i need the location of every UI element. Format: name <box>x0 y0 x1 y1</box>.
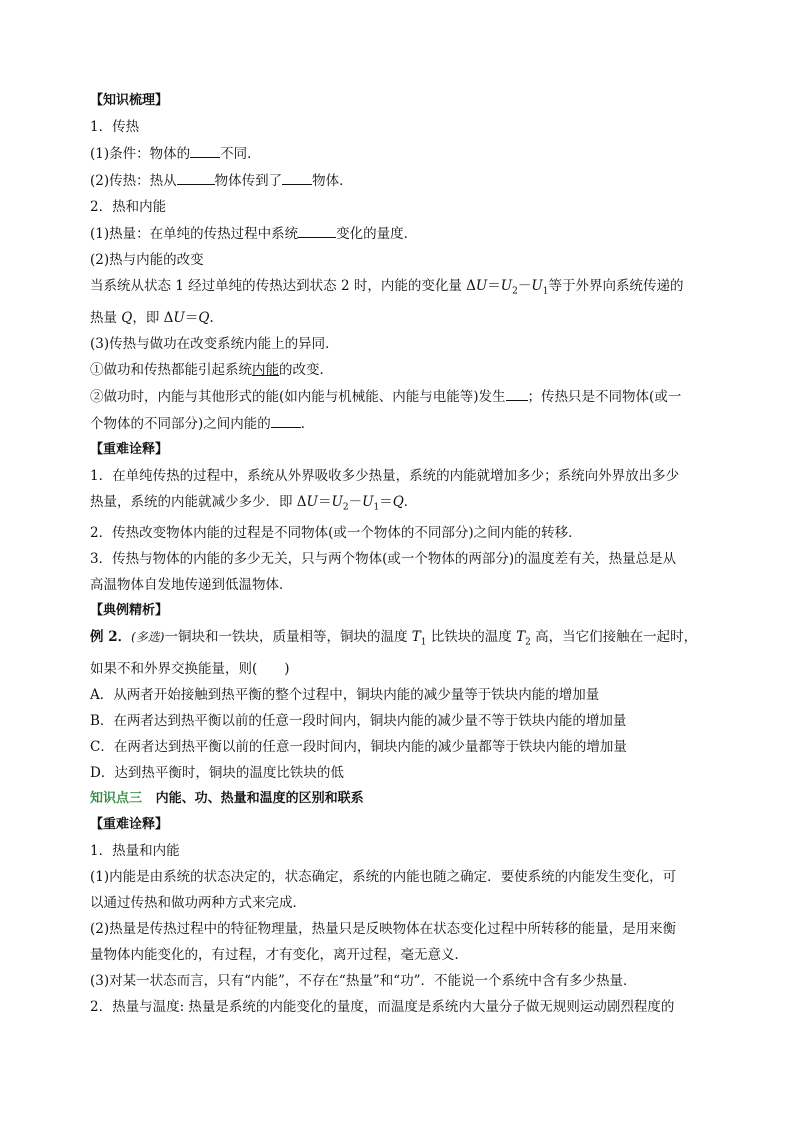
fill-blank[interactable] <box>190 144 220 158</box>
difficulty-heading: 【重难诠释】 <box>90 441 169 457</box>
para1-line2: 热量，系统的内能就减少多少．即 $\Delta U=U_2-U_1=Q$． <box>90 493 418 513</box>
sec4-para3: (3)对某一状态而言，只有“内能”，不存在“热量”和“功”．不能说一个系统中含有多少热量． <box>90 973 637 990</box>
difference-title: (3)传热与做功在改变系统内能上的异同． <box>90 335 339 352</box>
heat-change-title: (2)热与内能的改变 <box>90 252 204 268</box>
para1-line1: 1．在单纯传热的过程中，系统从外界吸收多少热量，系统的内能就增加多少；系统向外界放出多少 <box>90 467 680 484</box>
item-heat-energy-title: 2．热和内能 <box>90 199 167 215</box>
example-question-line1: 例 2．(多选)一铜块和一铁块，质量相等，铜块的温度 $T_1$ 比铁块的温度 $T_2$ 高，当它们接触在一起时， <box>90 629 698 649</box>
fill-blank[interactable] <box>506 387 528 401</box>
fill-blank[interactable] <box>282 171 312 185</box>
option-b[interactable]: B．在两者达到热平衡以前的任意一段时间内，铜块内能的减少量不等于铁块内能的增加量 <box>90 713 627 730</box>
sec4-para1-line1: (1)内能是由系统的状态决定的，状态确定，系统的内能也随之确定．要使系统的内能发生变化，可 <box>90 869 677 886</box>
sec4-para1-line2: 以通过传热和做功两种方式来完成． <box>90 895 306 912</box>
example-question-line2: 如果不和外界交换能量，则( ) <box>90 661 290 678</box>
heat-quantity-line: (1)热量：在单纯的传热过程中系统 变化的量度． <box>90 226 418 242</box>
condition-line: (1)条件：物体的 不同． <box>90 146 261 162</box>
heat-q-line: 热量 Q，即 ΔU＝Q. <box>90 309 214 326</box>
knowledge-point-title: 知识点三 内能、功、热量和温度的区别和联系 <box>90 791 364 807</box>
difficulty-heading-2: 【重难诠释】 <box>90 817 169 833</box>
sec4-para2-line1: (2)热量是传热过程中的特征物理量，热量只是反映物体在状态变化过程中所转移的能量，是用来衡 <box>90 921 677 938</box>
sec4-para2-line2: 量物体内能变化的，有过程，才有变化，离开过程，毫无意义． <box>90 947 468 964</box>
fill-blank[interactable] <box>177 171 215 185</box>
circle2-line: ②做功时，内能与其他形式的能(如内能与机械能、内能与电能等)发生 ；传热只是不同物体(或一 <box>90 388 682 405</box>
para3-line1: 3．传热与物体的内能的多少无关，只与两个物体(或一个物体的两部分)的温度差有关，热量总是从 <box>90 551 677 568</box>
knowledge-heading: 【知识梳理】 <box>90 93 169 108</box>
fill-blank[interactable] <box>298 224 336 238</box>
item-heat-internal-title: 1．热量和内能 <box>90 843 180 860</box>
transfer-line: (2)传热：热从 物体传到了 物体． <box>90 173 353 189</box>
option-a[interactable]: A．从两者开始接触到热平衡的整个过程中，铜块内能的减少量等于铁块内能的增加量 <box>90 687 600 704</box>
para3-line2: 高温物体自发地传递到低温物体． <box>90 577 293 594</box>
fill-blank[interactable] <box>271 414 301 428</box>
option-d[interactable]: D．达到热平衡时，铜块的温度比铁块的低 <box>90 765 344 782</box>
sec4-para4: 2．热量与温度: 热量是系统的内能变化的量度，而温度是系统内大量分子做无规则运动剧烈程度的 <box>90 999 675 1016</box>
circle2-line-cont: 个物体的不同部分)之间内能的 ． <box>90 415 315 432</box>
document-page <box>90 92 710 1024</box>
para2: 2．传热改变物体内能的过程是不同物体(或一个物体的不同部分)之间内能的转移． <box>90 525 582 542</box>
example-heading: 【典例精析】 <box>90 603 169 619</box>
circle1-line: ①做功和传热都能引起系统内能的改变． <box>90 361 333 378</box>
option-c[interactable]: C．在两者达到热平衡以前的任意一段时间内，铜块内能的减少量都等于铁块内能的增加量 <box>90 739 627 756</box>
item-heat-transfer-title: 1．传热 <box>90 119 140 135</box>
state-change-line: 当系统从状态 1 经过单纯的传热达到状态 2 时，内能的变化量 $\Delta U=U_2-U_1$等于外界向系统传递的 <box>90 278 684 297</box>
